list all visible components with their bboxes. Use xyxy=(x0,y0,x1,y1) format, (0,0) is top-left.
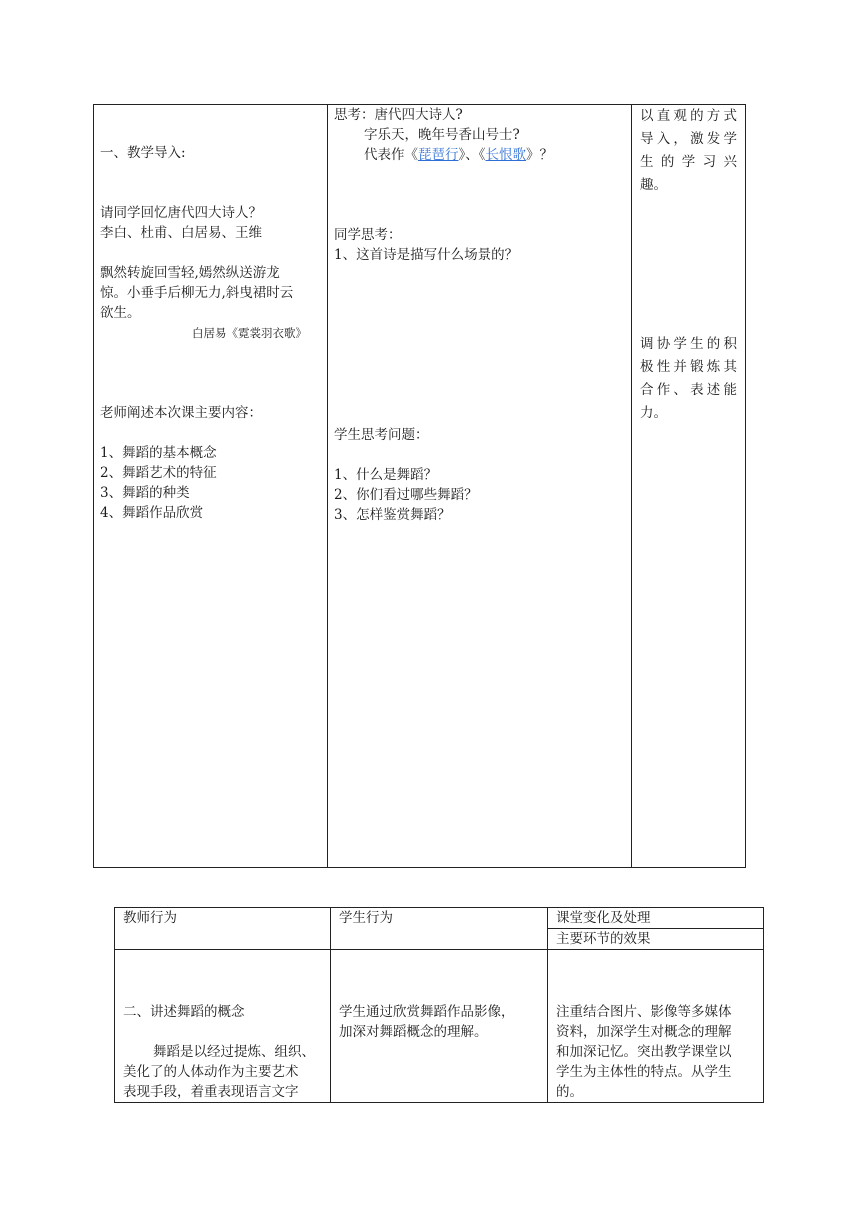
effect-line: 调协学生的积 xyxy=(640,336,737,352)
effect-line: 趣。 xyxy=(640,177,667,193)
content-item: 4、舞蹈作品欣赏 xyxy=(100,505,204,521)
change-cell xyxy=(548,950,764,1103)
change-line: 资料，加深学生对概念的理解 xyxy=(556,1024,732,1040)
section-title-intro: 一、教学导入: xyxy=(100,145,186,161)
change-line: 注重结合图片、影像等多媒体 xyxy=(556,1004,732,1020)
concept-line: 美化了的人体动作为主要艺术 xyxy=(123,1064,299,1080)
change-line: 学生为主体性的特点。从学生 xyxy=(556,1064,732,1080)
works-suffix: 》？ xyxy=(526,147,553,163)
change-line: 和加深记忆。突出教学课堂以 xyxy=(556,1044,732,1060)
content-item: 1、舞蹈的基本概念 xyxy=(100,445,217,461)
header-student: 学生行为 xyxy=(331,908,548,950)
poem-line: 惊。小垂手后柳无力,斜曳裙时云 xyxy=(100,285,294,301)
work-link-changhen[interactable]: 长恨歌 xyxy=(485,147,526,163)
student-behavior-line: 加深对舞蹈概念的理解。 xyxy=(339,1024,488,1040)
student-question: 2、你们看过哪些舞蹈？ xyxy=(334,487,478,503)
concept-line: 表现手段，着重表现语言文字 xyxy=(123,1084,299,1100)
effect-column xyxy=(632,105,746,868)
poem-line: 欲生。 xyxy=(100,305,141,321)
student-question: 3、怎样鉴赏舞蹈？ xyxy=(334,507,451,523)
student-question: 1、什么是舞蹈？ xyxy=(334,467,438,483)
student-behavior-cell xyxy=(331,950,548,1103)
teacher-behavior-cell xyxy=(115,950,331,1103)
lesson-table-2 xyxy=(114,907,764,1103)
scene-question: 1、这首诗是描写什么场景的？ xyxy=(334,247,519,263)
poem-source: 白居易《霓裳羽衣歌》 xyxy=(192,326,307,340)
representative-works xyxy=(334,145,625,165)
effect-line: 力。 xyxy=(640,405,667,421)
lesson-table-1 xyxy=(93,104,746,868)
effect-line: 以直观的方式 xyxy=(640,108,737,124)
effect-line: 导入，激发学 xyxy=(640,131,737,147)
work-link-pipa[interactable]: 琵琶行 xyxy=(418,147,459,163)
student-questions-title: 学生思考问题： xyxy=(334,427,429,443)
poem-line: 飘然转旋回雪轻,嫣然纵送游龙 xyxy=(100,265,280,281)
poets-list: 李白、杜甫、白居易、王维 xyxy=(100,225,262,241)
header-teacher: 教师行为 xyxy=(115,908,331,950)
poet-hint: 字乐天，晚年号香山号士? xyxy=(364,127,520,143)
student-behavior-line: 学生通过欣赏舞蹈作品影像， xyxy=(339,1004,515,1020)
think-question: 思考：唐代四大诗人? xyxy=(334,107,463,123)
content-item: 3、舞蹈的种类 xyxy=(100,485,190,501)
effect-line: 极性并锻炼其 xyxy=(640,359,737,375)
content-intro: 老师阐述本次课主要内容： xyxy=(100,405,262,421)
effect-line: 生的学习兴 xyxy=(640,154,737,170)
student-think: 同学思考： xyxy=(334,227,402,243)
change-line: 的。 xyxy=(556,1084,583,1100)
header-change: 课堂变化及处理 xyxy=(548,908,764,929)
student-column xyxy=(328,105,632,868)
content-item: 2、舞蹈艺术的特征 xyxy=(100,465,217,481)
section-title-concept: 二、讲述舞蹈的概念 xyxy=(123,1004,245,1020)
header-effect: 主要环节的效果 xyxy=(548,929,764,950)
concept-line: 舞蹈是以经过提炼、组织、 xyxy=(153,1044,315,1060)
recall-prompt: 请同学回忆唐代四大诗人？ xyxy=(100,205,262,221)
works-prefix: 代表作《 xyxy=(364,147,418,163)
effect-line: 合作、表述能 xyxy=(640,382,737,398)
works-mid: 》、《 xyxy=(458,147,486,163)
teacher-column xyxy=(94,105,328,868)
